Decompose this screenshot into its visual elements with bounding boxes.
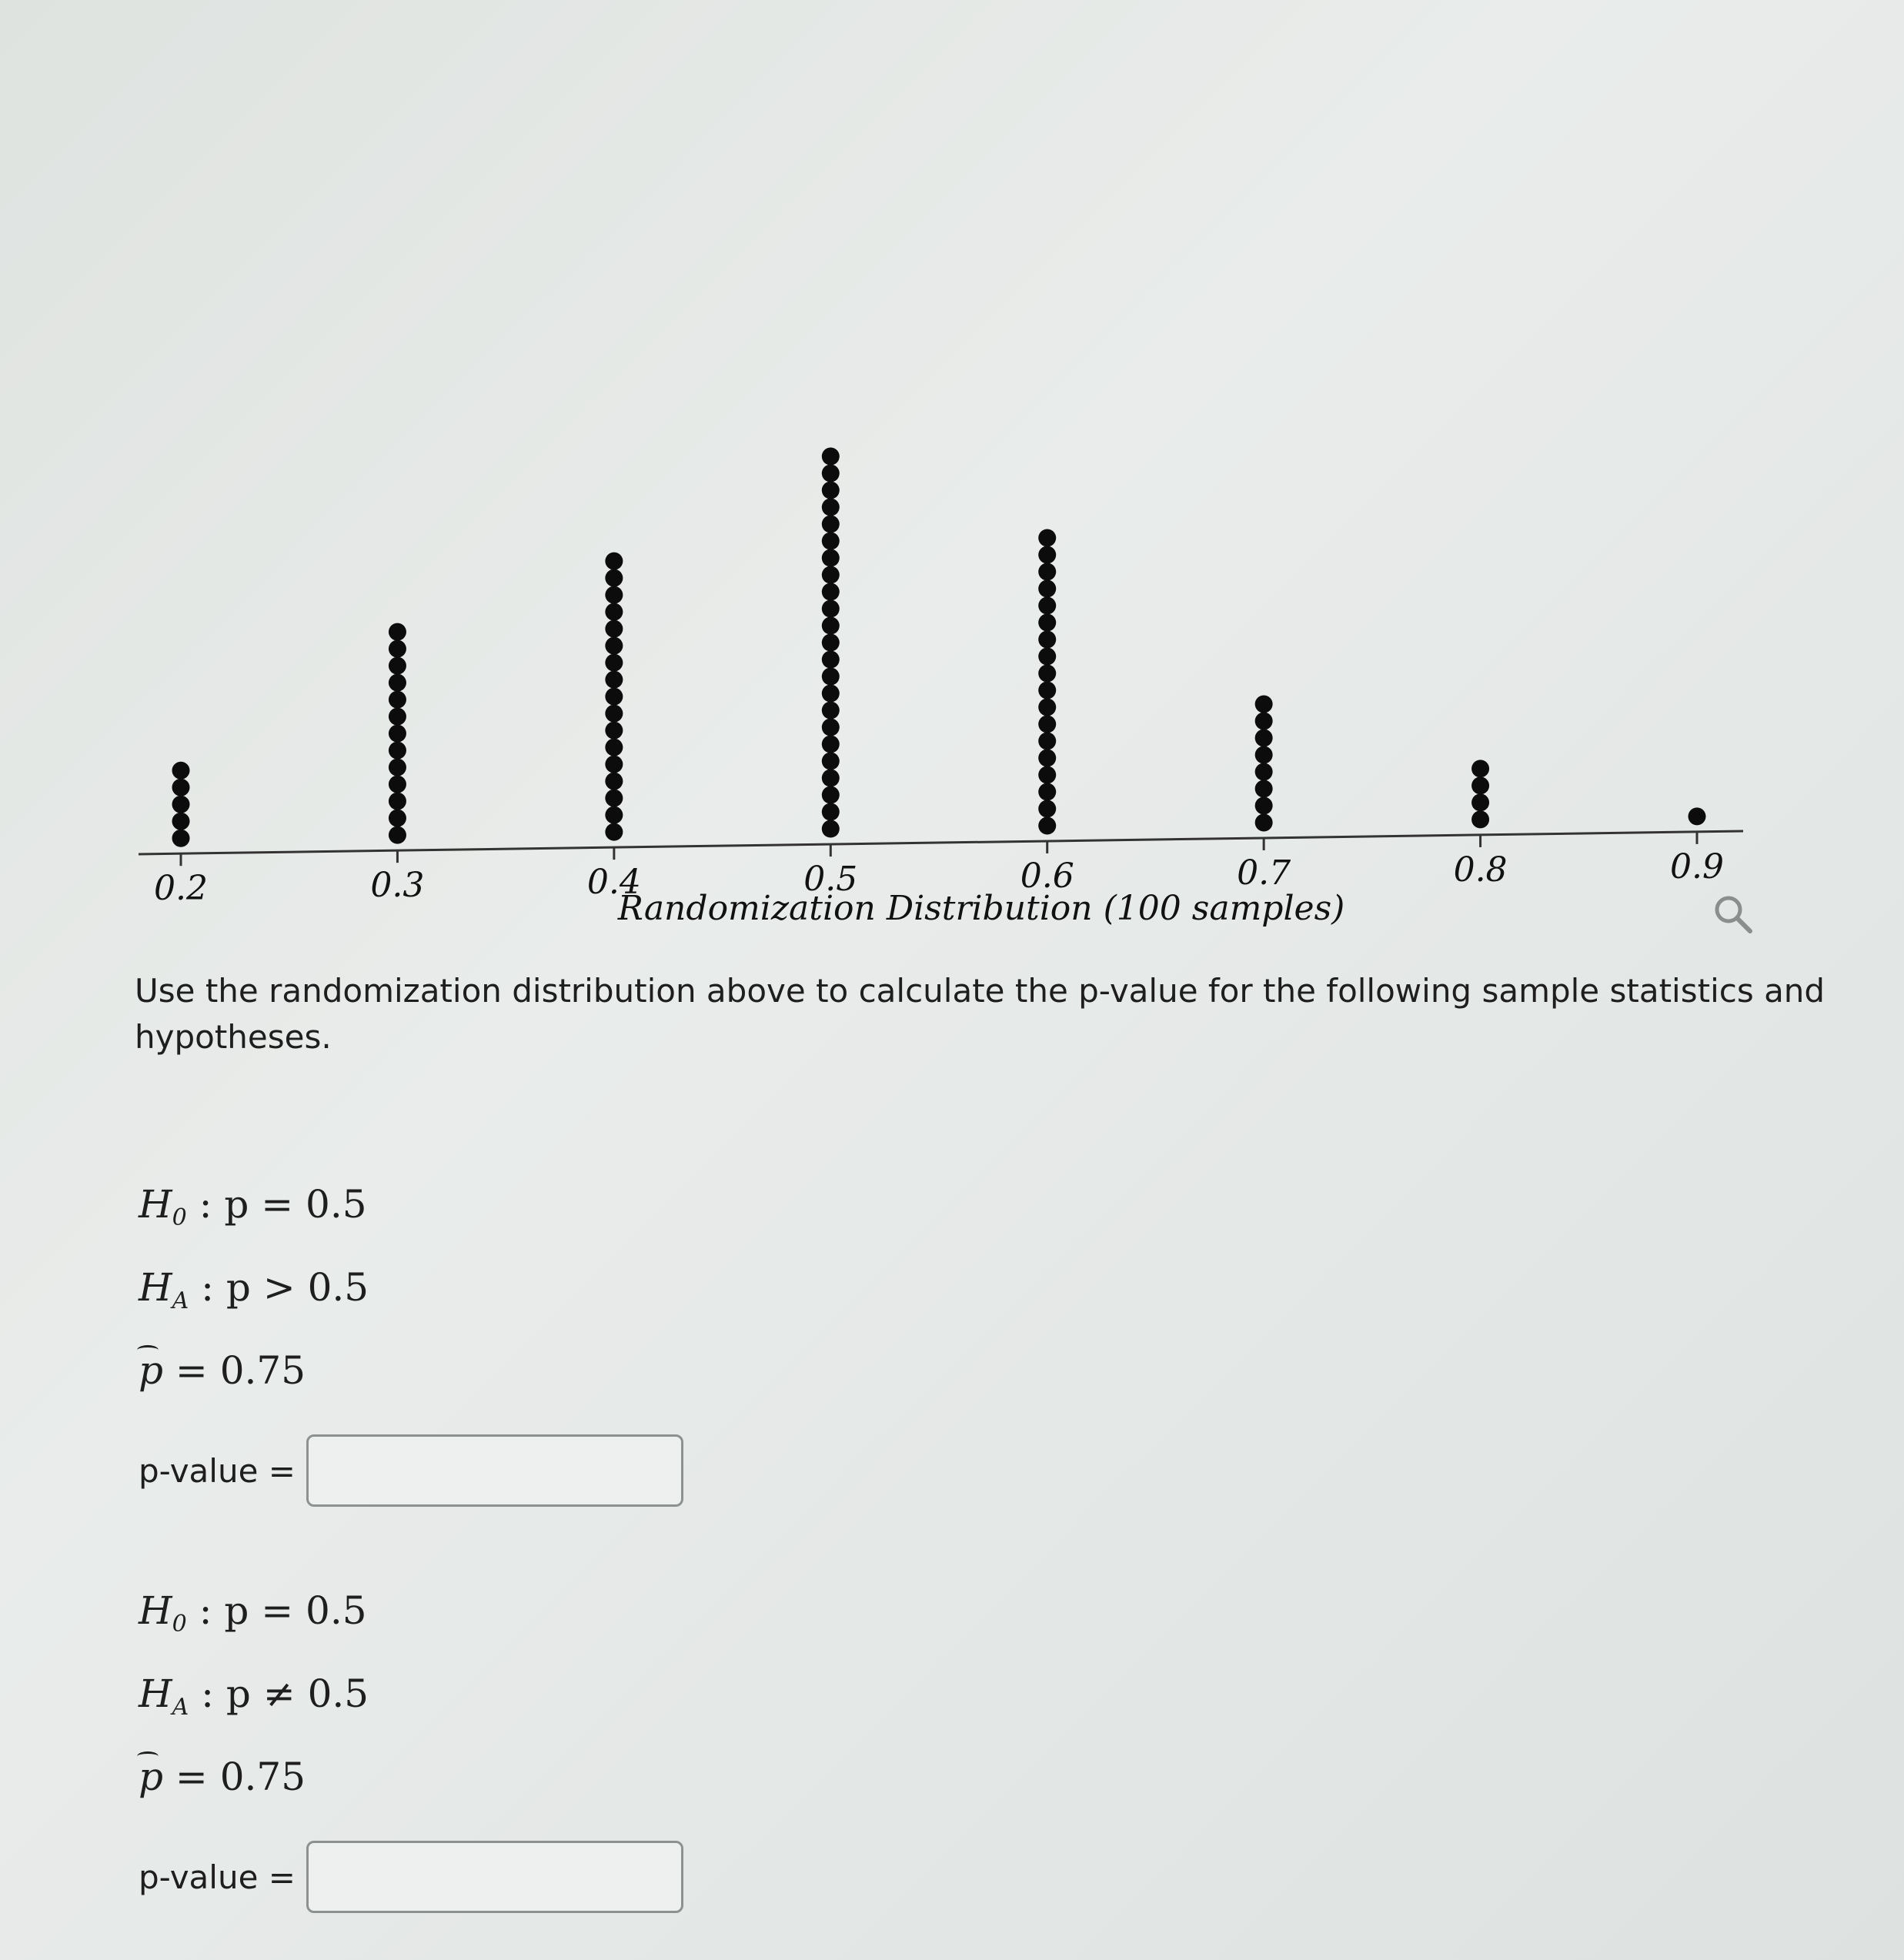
dot-0.8-2	[1471, 793, 1489, 811]
dot-0.5-22	[822, 465, 840, 482]
dot-0.4-5	[605, 756, 623, 773]
x-tick-label-0.2: 0.2	[154, 869, 208, 909]
dot-0.6-3	[1038, 783, 1056, 801]
dot-0.4-13	[605, 620, 623, 638]
dot-0.7-2	[1255, 796, 1273, 814]
dot-0.6-16	[1038, 563, 1056, 581]
dot-0.4-6	[605, 739, 623, 756]
dot-0.8-1	[1471, 810, 1489, 828]
dot-0.5-5	[822, 753, 840, 770]
dot-0.5-9	[822, 685, 840, 703]
dot-plot-chart	[0, 0, 1904, 962]
dot-0.2-5	[172, 762, 190, 780]
dot-0.4-17	[605, 553, 623, 570]
dot-0.3-6	[389, 742, 406, 760]
x-tick-label-0.9: 0.9	[1670, 846, 1724, 887]
dot-0.4-15	[605, 586, 623, 604]
dot-0.5-13	[822, 617, 840, 635]
dot-0.3-7	[389, 725, 406, 743]
dot-0.8-4	[1471, 760, 1489, 777]
x-tick-label-0.8: 0.8	[1453, 850, 1508, 890]
pvalue-input[interactable]	[306, 1434, 683, 1507]
pvalue-label: p-value =	[139, 1858, 296, 1896]
dot-0.4-16	[605, 569, 623, 587]
dot-0.7-8	[1255, 695, 1273, 713]
dot-0.5-17	[822, 549, 840, 567]
x-tick-label-0.4: 0.4	[586, 863, 641, 903]
sample-proportion: p = 0.75	[139, 1755, 306, 1799]
dot-0.5-23	[822, 448, 840, 466]
dot-0.4-2	[605, 806, 623, 824]
pvalue-row	[139, 1841, 683, 1913]
pvalue-row	[139, 1434, 683, 1507]
dot-0.5-3	[822, 786, 840, 804]
dot-0.5-7	[822, 719, 840, 736]
dot-0.3-13	[389, 623, 406, 641]
dot-0.2-2	[172, 813, 190, 830]
dot-0.6-5	[1038, 750, 1056, 767]
x-tick-label-0.5: 0.5	[803, 860, 858, 900]
dot-0.8-3	[1471, 776, 1489, 794]
dot-0.4-7	[605, 722, 623, 740]
dot-0.5-19	[822, 516, 840, 533]
dot-0.3-12	[389, 640, 406, 658]
dot-0.3-11	[389, 657, 406, 675]
instruction-text: Use the randomization distribution above to calculate the p-value for the following sample statistics and hypotheses.	[135, 972, 1826, 1056]
dot-0.6-15	[1038, 580, 1056, 598]
dot-0.4-12	[605, 637, 623, 655]
x-tick-label-0.3: 0.3	[370, 866, 425, 906]
dot-0.6-12	[1038, 631, 1056, 649]
dot-0.6-18	[1038, 529, 1056, 547]
magnifier-icon[interactable]	[1712, 893, 1755, 936]
dot-0.4-11	[605, 654, 623, 672]
problem-2	[139, 1588, 683, 1913]
dot-0.6-4	[1038, 766, 1056, 784]
dot-0.6-17	[1038, 546, 1056, 564]
dot-group	[172, 448, 1706, 847]
dot-0.3-1	[389, 826, 406, 844]
dot-0.2-3	[172, 796, 190, 813]
dot-0.5-10	[822, 668, 840, 686]
dot-0.5-11	[822, 651, 840, 669]
dot-0.2-4	[172, 779, 190, 796]
dot-0.6-2	[1038, 800, 1056, 818]
dot-0.7-7	[1255, 712, 1273, 730]
dot-0.5-4	[822, 770, 840, 787]
dot-0.5-2	[822, 803, 840, 821]
dot-0.4-4	[605, 773, 623, 790]
x-tick-label-0.6: 0.6	[1020, 856, 1074, 897]
dot-0.6-8	[1038, 699, 1056, 716]
dot-0.4-1	[605, 823, 623, 841]
dot-0.5-18	[822, 533, 840, 550]
dot-0.3-3	[389, 793, 406, 810]
sample-proportion: p = 0.75	[139, 1348, 306, 1393]
dot-0.7-3	[1255, 780, 1273, 797]
dot-0.5-6	[822, 736, 840, 753]
dot-0.5-8	[822, 702, 840, 720]
dot-0.5-21	[822, 482, 840, 499]
dot-0.6-14	[1038, 597, 1056, 615]
dot-0.5-16	[822, 566, 840, 584]
dot-0.5-20	[822, 499, 840, 516]
dot-0.3-2	[389, 810, 406, 827]
dot-0.6-13	[1038, 614, 1056, 632]
dot-0.5-14	[822, 600, 840, 618]
dot-0.7-1	[1255, 813, 1273, 831]
dot-0.4-10	[605, 671, 623, 689]
alternative-hypothesis: $H_A$ : p > 0.5	[139, 1265, 369, 1314]
dot-0.5-12	[822, 634, 840, 652]
dot-0.4-3	[605, 790, 623, 807]
alternative-hypothesis: $H_A$ : p ≠ 0.5	[139, 1671, 369, 1721]
dot-0.7-4	[1255, 763, 1273, 780]
dot-0.4-9	[605, 688, 623, 706]
dot-0.5-15	[822, 583, 840, 601]
pvalue-input[interactable]	[306, 1841, 683, 1913]
dot-0.7-5	[1255, 746, 1273, 763]
dot-0.9-1	[1689, 807, 1706, 825]
dot-0.6-7	[1038, 716, 1056, 733]
problem-1	[139, 1182, 683, 1507]
dot-0.3-4	[389, 776, 406, 793]
pvalue-label: p-value =	[139, 1451, 296, 1490]
dot-0.7-6	[1255, 729, 1273, 746]
dot-0.5-1	[822, 820, 840, 838]
dot-0.6-10	[1038, 665, 1056, 683]
dot-0.3-8	[389, 708, 406, 726]
dot-0.4-8	[605, 705, 623, 723]
dot-0.6-11	[1038, 648, 1056, 666]
null-hypothesis: $H_0$ : p = 0.5	[139, 1588, 367, 1638]
dot-0.6-6	[1038, 733, 1056, 750]
dot-0.2-1	[172, 830, 190, 847]
dot-0.3-10	[389, 674, 406, 692]
dot-0.6-1	[1038, 817, 1056, 835]
dot-0.4-14	[605, 603, 623, 621]
null-hypothesis: $H_0$ : p = 0.5	[139, 1182, 367, 1231]
x-axis-title: Randomization Distribution (100 samples)	[617, 889, 1345, 928]
dot-0.6-9	[1038, 682, 1056, 700]
dot-0.3-9	[389, 691, 406, 709]
x-tick-label-0.7: 0.7	[1237, 853, 1291, 893]
dot-0.3-5	[389, 759, 406, 776]
